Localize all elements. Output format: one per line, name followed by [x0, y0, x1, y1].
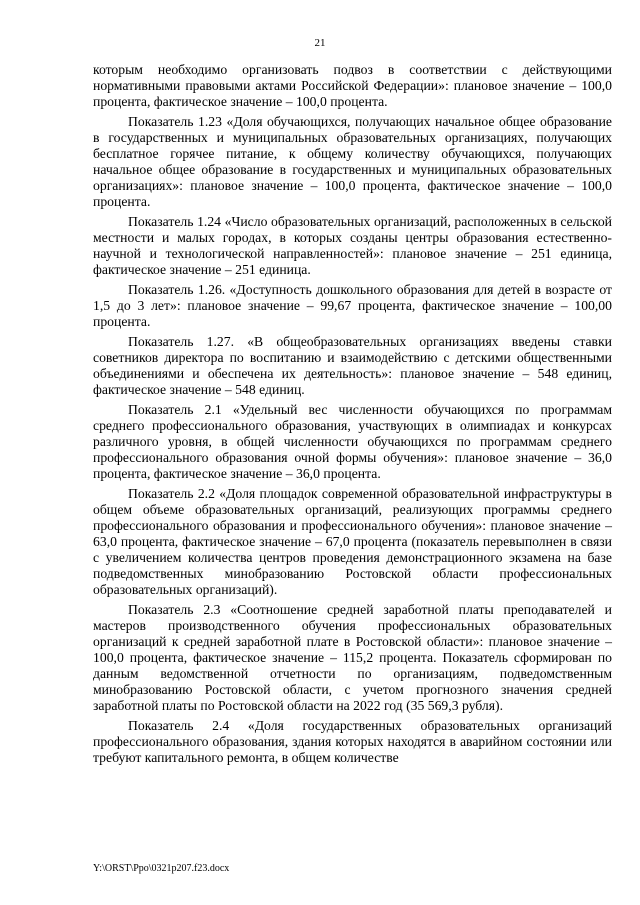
- paragraph-indicator-1-24: Показатель 1.24 «Число образовательных организаций, расположенных в сельской местности и малых городах, в которых созданы центры образования естественно-научной и технологической направленностей»: плановое значение – 251 единица, фактическое значение – 251 единица.: [93, 214, 612, 277]
- paragraph-indicator-2-4: Показатель 2.4 «Доля государственных образовательных организаций профессионального образования, здания которых находятся в аварийном состоянии или требуют капитального ремонта, в общем количестве: [93, 718, 612, 765]
- paragraph-indicator-1-26: Показатель 1.26. «Доступность дошкольного образования для детей в возрасте от 1,5 до 3 лет»: плановое значение – 99,67 процента, фактическое значение – 100,00 процента.: [93, 282, 612, 329]
- paragraph-indicator-1-27: Показатель 1.27. «В общеобразовательных организациях введены ставки советников директора по воспитанию и взаимодействию с детскими общественными объединениями и обеспечена их деятельность»: плановое значение – 548 единиц, фактическое значение – 548 единиц.: [93, 334, 612, 397]
- paragraph-indicator-2-1: Показатель 2.1 «Удельный вес численности обучающихся по программам среднего профессионального образования, участвующих в олимпиадах и конкурсах различного уровня, в общей численности обучающихся по программам среднего профессионального образования очной формы обучения»: плановое значение – 36,0 процента, фактическое значение – 36,0 процента.: [93, 402, 612, 481]
- document-body: [93, 62, 612, 766]
- footer-file-path: Y:\ORST\Ppo\0321p207.f23.docx: [93, 863, 230, 874]
- paragraph-indicator-2-3: Показатель 2.3 «Соотношение средней заработной платы преподавателей и мастеров производственного обучения профессиональных образовательных организаций к средней заработной плате в Ростовской области»: плановое значение – 100,0 процента, фактическое значение – 115,2 процента. Показатель сформирован по данным ведомственной отчетности по организациям, подведомственным минобразованию Ростовской области, с учетом прогнозного значения средней заработной платы по Ростовской области на 2022 год (35 569,3 рубля).: [93, 602, 612, 713]
- page-number: 21: [314, 37, 326, 49]
- paragraph-indicator-1-23: Показатель 1.23 «Доля обучающихся, получающих начальное общее образование в государственных и муниципальных образовательных организациях, получающих бесплатное горячее питание, к общему количеству обучающихся, получающих начальное общее образование в государственных и муниципальных образовательных организациях»: плановое значение – 100,0 процента, фактическое значение – 100,0 процента.: [93, 114, 612, 209]
- paragraph-indicator-2-2: Показатель 2.2 «Доля площадок современной образовательной инфраструктуры в общем объеме образовательных организаций, реализующих программы среднего профессионального образования и профессионального обучения»: плановое значение – 63,0 процента, фактическое значение – 67,0 процента (показатель перевыполнен в связи с увеличением количества центров проведения демонстрационного экзамена на базе подведомственных минобразованию Ростовской области профессиональных образовательных организаций).: [93, 486, 612, 597]
- paragraph-continuation: которым необходимо организовать подвоз в соответствии с действующими нормативными правовыми актами Российской Федерации»: плановое значение – 100,0 процента, фактическое значение – 100,0 процента.: [93, 62, 612, 109]
